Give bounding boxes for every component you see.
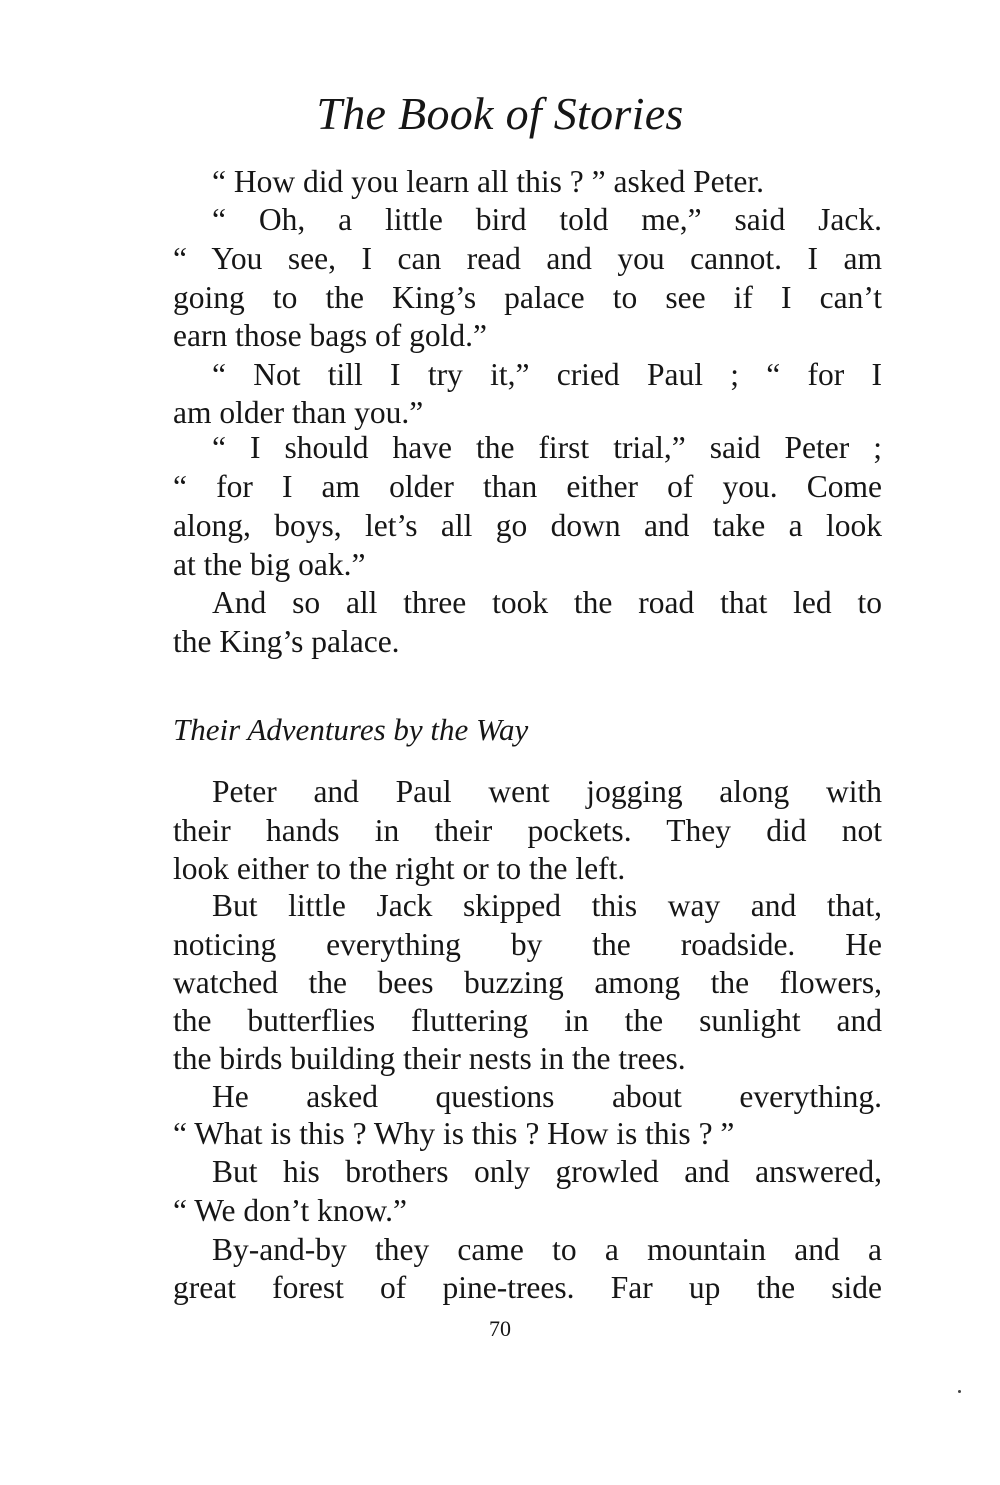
text-line: “ Oh, a little bird told me,” said Jack.	[212, 202, 882, 237]
text-line: And so all three took the road that led to	[212, 585, 882, 620]
text-line: He asked questions about everything.	[212, 1079, 882, 1114]
text-line: “ We don’t know.”	[173, 1193, 407, 1228]
scan-speck	[958, 1390, 961, 1393]
text-line: along, boys, let’s all go down and take a look	[173, 508, 882, 543]
text-line: “ I should have the first trial,” said Peter ;	[212, 430, 882, 465]
text-line: earn those bags of gold.”	[173, 318, 488, 353]
text-line: the birds building their nests in the trees.	[173, 1041, 686, 1076]
text-line: great forest of pine-trees. Far up the side	[173, 1270, 882, 1305]
text-line: “ for I am older than either of you. Come	[173, 469, 882, 504]
text-line: “ Not till I try it,” cried Paul ; “ for I	[212, 357, 882, 392]
text-line: going to the King’s palace to see if I can’t	[173, 280, 882, 315]
text-line: watched the bees buzzing among the flowers,	[173, 965, 882, 1000]
section-heading: Their Adventures by the Way	[173, 712, 529, 747]
text-line: the King’s palace.	[173, 624, 400, 659]
text-line: But little Jack skipped this way and that,	[212, 888, 882, 923]
text-line: their hands in their pockets. They did not	[173, 813, 882, 848]
text-line: “ You see, I can read and you cannot. I am	[173, 241, 882, 276]
text-line: “ How did you learn all this ? ” asked Peter.	[212, 164, 764, 199]
text-line: the butterflies fluttering in the sunlight and	[173, 1003, 882, 1038]
text-line: am older than you.”	[173, 395, 424, 430]
text-line: By-and-by they came to a mountain and a	[212, 1232, 882, 1267]
running-title: The Book of Stories	[316, 88, 684, 139]
text-line: at the big oak.”	[173, 547, 366, 582]
text-line: noticing everything by the roadside. He	[173, 927, 882, 962]
text-line: Peter and Paul went jogging along with	[212, 774, 882, 809]
text-line: But his brothers only growled and answered,	[212, 1154, 882, 1189]
page-number: 70	[489, 1316, 511, 1341]
text-line: “ What is this ? Why is this ? How is this ? ”	[173, 1116, 735, 1151]
text-line: look either to the right or to the left.	[173, 851, 626, 886]
